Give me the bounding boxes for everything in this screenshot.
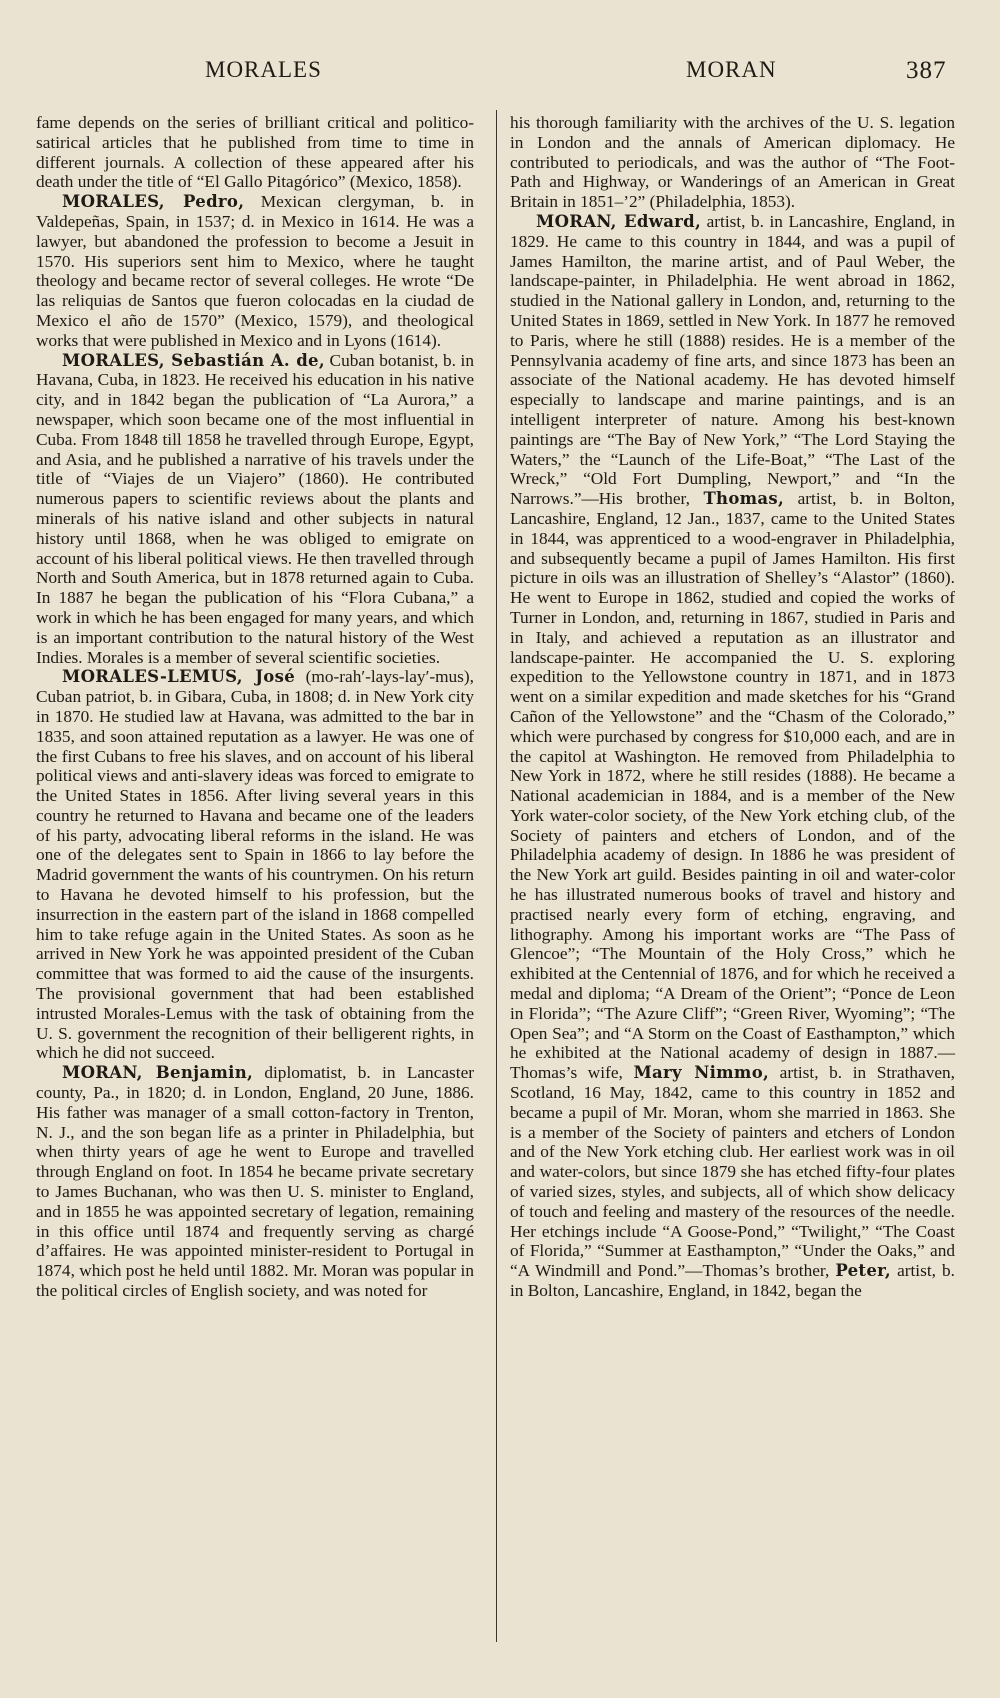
text-columns (0, 113, 1000, 1673)
entry-text: artist, b. in Lancashire, England, in 1829. He came to this country in 1844, and was a pupil of James Hamilton, the marine artist, and of Paul Weber, the landscape-painter, in Philadelphia. He went abroad in 1862, studied in the National gallery in London, and, returning to the United States in 1869, settled in New York. In 1877 he removed to Paris, where he still (1888) resides. He is a member of the Pennsylvania academy of fine arts, and since 1873 has been an associate of the National academy. He has devoted himself especially to landscape and marine paintings, and is an intelligent interpreter of nature. Among his best-known paintings are “The Bay of New York,” “The Lord Staying the Waters,” the “Launch of the Life-Boat,” “The Last of the Wreck,” “Old Fort Dumpling, Newport,” and “In the Narrows.”—His brother, (510, 211, 955, 509)
headword: MORAN, Edward, (536, 211, 702, 231)
entry-moran-edward (510, 212, 955, 1301)
running-head (0, 57, 1000, 97)
entry-morales-lemus-jose (36, 667, 474, 1063)
entry-text: (mo-rah′-lays-lay′-mus), Cuban patriot, b. in Gibara, Cuba, in 1808; d. in New York city in 1870. He studied law at Havana, was admitted to the bar in 1835, and soon attained reputation as a lawyer. He was one of the first Cubans to free his slaves, and on account of his liberal political views and anti-slavery ideas was forced to emigrate to the United States in 1856. After living several years in this country he returned to Havana and became one of the leaders of his party, advocating liberal reforms in the island. He was one of the delegates sent to Spain in 1866 to lay before the Madrid government the wants of his countrymen. On his return to Havana he devoted himself to his profession, but the insurrection in the eastern part of the island in 1868 compelled him to take refuge again in the United States. As soon as he arrived in New York he was appointed president of the Cuban committee that was formed to aid the cause of the insurgents. The provisional government that had been established intrusted Morales-Lemus with the task of obtaining from the U. S. government the recognition of their belligerent rights, in which he did not succeed. (36, 667, 474, 1063)
entry-morales-sebastian (36, 351, 474, 668)
entry-morales-pedro (36, 192, 474, 350)
entry-text: artist, b. in Bolton, Lancashire, England, 12 Jan., 1837, came to the United States in 1844, was apprenticed to a wood-engraver in Philadelphia, and subsequently became a pupil of James Hamilton. His first picture in oils was an illustration of Shelley’s “Alastor” (1860). He went to Europe in 1862, studied and copied the works of Turner in London, and, returning in 1867, studied in Paris and in Italy, and achieved a reputation as an illustrator and landscape-painter. He accompanied the U. S. exploring expedition to the Yellowstone country in 1871, and in 1873 went on a similar expedition and made sketches for his “Grand Cañon of the Yellowstone” and the “Chasm of the Colorado,” which were purchased by congress for $10,000 each, and are in the capitol at Washington. He removed from Philadelphia to New York in 1872, where he still resides (1888). He became a National academician in 1884, and is a member of the New York water-color society, of the New York etching club, of the Society of painters and etchers of London, and of the Philadelphia academy of design. In 1886 he was president of the New York art guild. Besides painting in oil and water-color he has illustrated numerous books of travel and history and practised nearly every form of etching, engraving, and lithography. Among his important works are “The Pass of Glencoe”; “The Mountain of the Holy Cross,” which he exhibited at the Centennial of 1876, and for which he received a medal and diploma; “A Dream of the Orient”; “Ponce de Leon in Florida”; “The Azure Cliff”; “Green River, Wyoming”; “The Open Sea”; and “A Storm on the Coast of Easthampton,” which he exhibited at the National academy of design in 1887.—Thomas’s wife, (510, 489, 955, 1083)
entry-text: diplomatist, b. in Lancaster county, Pa., in 1820; d. in London, England, 20 June, 1886. His father was manager of a small cotton-factory in Trenton, N. J., and the son began life as a printer in Philadelphia, but when thirty years of age he went to Europe and travelled through England on foot. In 1854 he became private secretary to James Buchanan, who was then U. S. minister to England, and in 1855 he was appointed secretary of legation, remaining in this office until 1874 and frequently serving as chargé d’affaires. He was appointed minister-resident to Portugal in 1874, which post he held until 1882. Mr. Moran was popular in the political circles of English society, and was noted for (36, 1063, 474, 1301)
headword: MORALES, Sebastián A. de, (62, 350, 325, 370)
running-head-center: MORAN (686, 57, 777, 82)
entry-text: Mexican clergyman, b. in Valdepeñas, Spain, in 1537; d. in Mexico in 1614. He was a lawyer, but abandoned the profession to become a Jesuit in 1570. His superiors sent him to Mexico, where he taught theology and became rector of several colleges. He wrote “De las reliquias de Santos que fueron colocadas en la ciudad de Mexico el año de 1570” (Mexico, 1579), and theological works that were published in Mexico and in Lyons (1614). (36, 192, 474, 350)
inline-headword-thomas: Thomas, (703, 489, 785, 509)
continuation-paragraph: fame depends on the series of brilliant critical and politico-satirical articles that he published from time to time in different journals. A collection of these appeared after his death under the title of “El Gallo Pitagórico” (Mexico, 1858). (36, 113, 474, 192)
continuation-paragraph: his thorough familiarity with the archives of the U. S. legation in London and the annals of American diplomacy. He contributed to periodicals, and was the author of “The Foot-Path and Highway, or Wanderings of an American in Great Britain in 1851–’2” (Philadelphia, 1853). (510, 113, 955, 212)
entry-moran-benjamin (36, 1063, 474, 1301)
entry-text: artist, b. in Bolton, Lancashire, England, in 1842, began the (510, 1261, 955, 1301)
left-column (36, 113, 474, 1301)
page-number: 387 (906, 57, 947, 84)
headword: MORALES-LEMUS, José (62, 667, 295, 687)
right-column (510, 113, 955, 1301)
running-head-left: MORALES (205, 57, 322, 82)
headword: MORAN, Benjamin, (62, 1063, 254, 1083)
headword: MORALES, Pedro, (62, 192, 245, 212)
entry-text: artist, b. in Strathaven, Scotland, 16 May, 1842, came to this country in 1852 and became a pupil of Mr. Moran, whom she married in 1863. She is a member of the Society of painters and etchers of London and of the New York etching club. Her earliest work was in oil and water-colors, but since 1879 she has etched fifty-four plates of varied sizes, styles, and subjects, all of which show delicacy of touch and feeling and mastery of the resources of the needle. Her etchings include “A Goose-Pond,” “Twilight,” “The Coast of Florida,” “Summer at Easthampton,” “Under the Oaks,” and “A Windmill and Pond.”—Thomas’s brother, (510, 1063, 955, 1281)
entry-text: Cuban botanist, b. in Havana, Cuba, in 1823. He received his education in his native city, and in 1842 began the publication of “La Aurora,” a newspaper, which soon became one of the most influential in Cuba. From 1848 till 1858 he travelled through Europe, Egypt, and Asia, and he published a narrative of his travels under the title of “Viajes de un Viajero” (1860). He contributed numerous papers to scientific reviews about the plants and minerals of his native island and other subjects in natural history until 1868, when he was obliged to emigrate on account of his liberal political views. He then travelled through North and South America, but in 1878 returned again to Cuba. In 1887 he began the publication of his “Flora Cubana,” a work in which he has been engaged for many years, and which is an important contribution to the natural history of the West Indies. Morales is a member of several scientific societies. (36, 350, 474, 667)
inline-headword-peter: Peter, (835, 1261, 891, 1281)
inline-headword-mary-nimmo: Mary Nimmo, (633, 1063, 770, 1083)
